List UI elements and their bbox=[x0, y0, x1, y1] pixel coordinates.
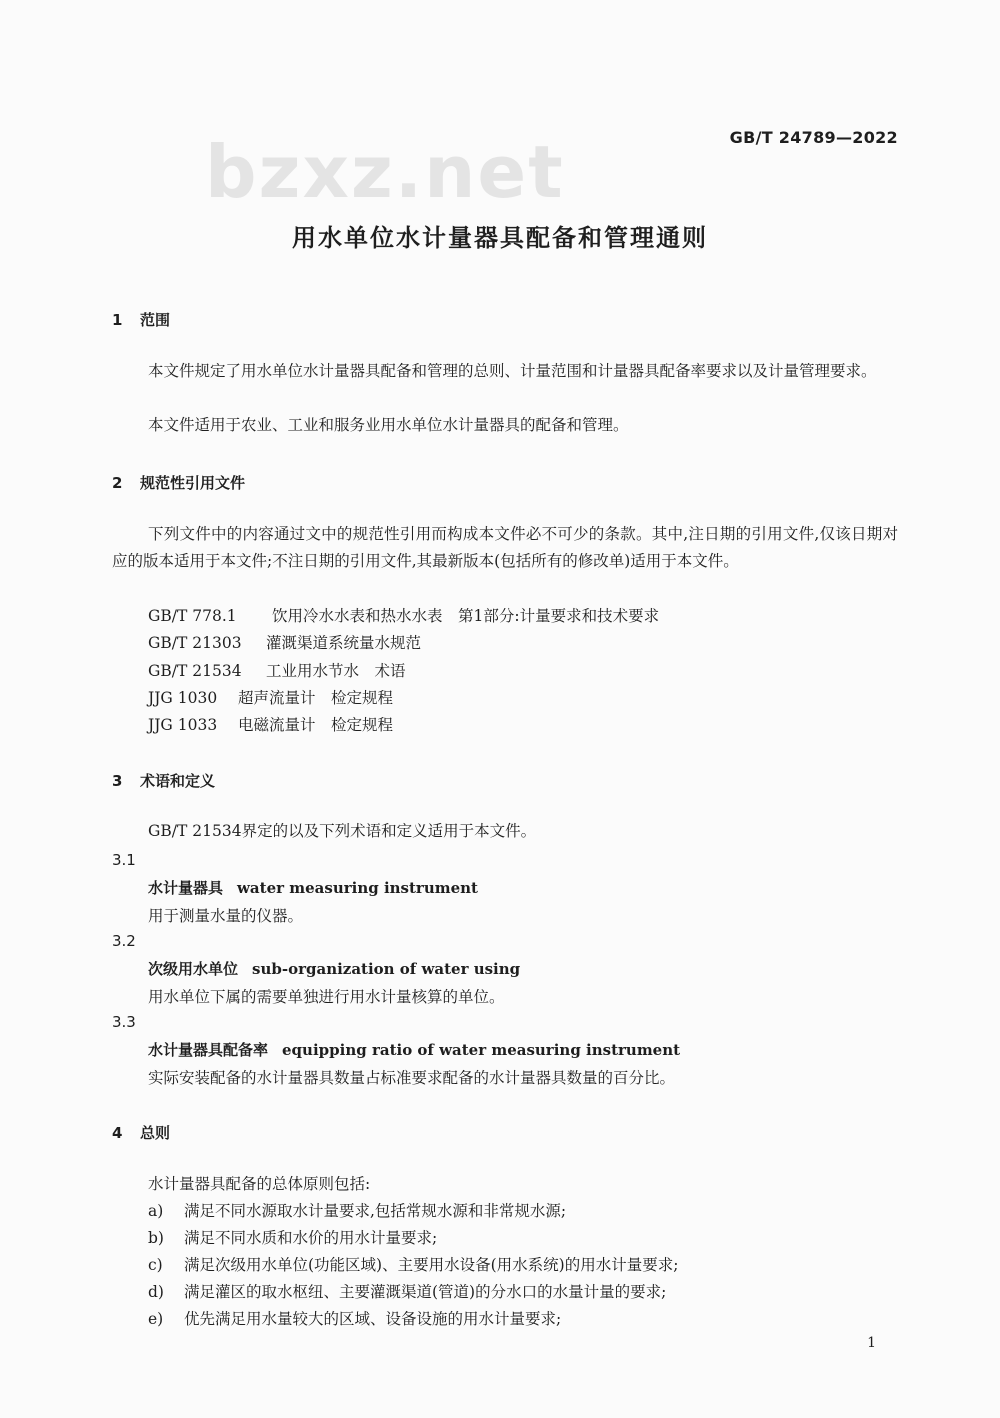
reference-code: GB/T 21303 bbox=[148, 634, 242, 652]
paragraph: 本文件适用于农业、工业和服务业用水单位水计量器具的配备和管理。 bbox=[148, 416, 629, 434]
term-number: 3.2 bbox=[112, 932, 136, 950]
list-text: 优先满足用水量较大的区域、设备设施的用水计量要求; bbox=[184, 1310, 562, 1328]
standard-code: GB/T 24789—2022 bbox=[729, 128, 898, 147]
list-text: 满足不同水质和水价的用水计量要求; bbox=[184, 1229, 438, 1247]
list-marker: a) bbox=[148, 1202, 164, 1220]
reference-title: 灌溉渠道系统量水规范 bbox=[266, 634, 422, 652]
list-item bbox=[148, 1226, 437, 1248]
reference-item bbox=[148, 631, 421, 653]
section-number: 4 bbox=[112, 1124, 123, 1142]
term-zh: 水计量器具配备率 bbox=[148, 1041, 269, 1059]
term-definition: 用于测量水量的仪器。 bbox=[148, 907, 304, 925]
section-title: 范围 bbox=[140, 311, 171, 329]
list-marker: b) bbox=[148, 1229, 164, 1247]
term-en: sub-organization of water using bbox=[252, 960, 521, 978]
reference-item bbox=[148, 659, 406, 681]
section-title: 总则 bbox=[140, 1124, 171, 1142]
term-en: equipping ratio of water measuring instrument bbox=[282, 1041, 681, 1059]
term-en: water measuring instrument bbox=[237, 879, 478, 897]
section-1-heading bbox=[112, 309, 170, 330]
term-definition: 实际安装配备的水计量器具数量占标准要求配备的水计量器具数量的百分比。 bbox=[148, 1069, 676, 1087]
list-item bbox=[148, 1280, 666, 1302]
reference-item bbox=[148, 713, 393, 735]
list-marker: c) bbox=[148, 1256, 163, 1274]
list-marker: d) bbox=[148, 1283, 164, 1301]
paragraph: 水计量器具配备的总体原则包括: bbox=[148, 1175, 371, 1193]
reference-item bbox=[148, 686, 393, 708]
list-text: 满足次级用水单位(功能区域)、主要用水设备(用水系统)的用水计量要求; bbox=[184, 1256, 679, 1274]
list-item bbox=[148, 1199, 566, 1221]
section-2-heading bbox=[112, 472, 245, 493]
paragraph: GB/T 21534界定的以及下列术语和定义适用于本文件。 bbox=[148, 822, 537, 840]
document-title: 用水单位水计量器具配备和管理通则 bbox=[292, 224, 708, 252]
reference-code: GB/T 778.1 bbox=[148, 607, 237, 625]
paragraph: 下列文件中的内容通过文中的规范性引用而构成本文件必不可少的条款。其中,注日期的引用文件,仅该日期对应的版本适用于本文件;不注日期的引用文件,其最新版本(包括所有的修改单)适用于本文件。 bbox=[112, 525, 898, 570]
list-item bbox=[148, 1253, 678, 1275]
term-entry bbox=[148, 1039, 680, 1060]
section-number: 2 bbox=[112, 474, 123, 492]
section-3-heading bbox=[112, 770, 215, 791]
reference-title: 超声流量计 检定规程 bbox=[238, 689, 394, 707]
term-zh: 次级用水单位 bbox=[148, 960, 239, 978]
page-number: 1 bbox=[867, 1335, 876, 1351]
watermark: bzxz.net bbox=[205, 130, 565, 214]
reference-item bbox=[148, 604, 659, 626]
term-entry bbox=[148, 958, 520, 979]
reference-code: GB/T 21534 bbox=[148, 662, 242, 680]
reference-code: JJG 1033 bbox=[148, 716, 218, 734]
list-text: 满足灌区的取水枢纽、主要灌溉渠道(管道)的分水口的水量计量的要求; bbox=[184, 1283, 667, 1301]
term-number: 3.3 bbox=[112, 1013, 136, 1031]
reference-title: 饮用冷水水表和热水水表 第1部分:计量要求和技术要求 bbox=[272, 607, 660, 625]
reference-title: 工业用水节水 术语 bbox=[266, 662, 406, 680]
reference-code: JJG 1030 bbox=[148, 689, 218, 707]
section-title: 术语和定义 bbox=[140, 772, 216, 790]
term-entry bbox=[148, 877, 478, 898]
list-text: 满足不同水源取水计量要求,包括常规水源和非常规水源; bbox=[184, 1202, 567, 1220]
term-zh: 水计量器具 bbox=[148, 879, 224, 897]
section-number: 3 bbox=[112, 772, 123, 790]
list-item bbox=[148, 1307, 561, 1329]
term-definition: 用水单位下属的需要单独进行用水计量核算的单位。 bbox=[148, 988, 505, 1006]
section-4-heading bbox=[112, 1122, 170, 1143]
section-number: 1 bbox=[112, 311, 123, 329]
list-marker: e) bbox=[148, 1310, 164, 1328]
term-number: 3.1 bbox=[112, 851, 136, 869]
reference-title: 电磁流量计 检定规程 bbox=[238, 716, 394, 734]
section-title: 规范性引用文件 bbox=[140, 474, 246, 492]
paragraph: 本文件规定了用水单位水计量器具配备和管理的总则、计量范围和计量器具配备率要求以及计量管理要求。 bbox=[148, 362, 877, 380]
